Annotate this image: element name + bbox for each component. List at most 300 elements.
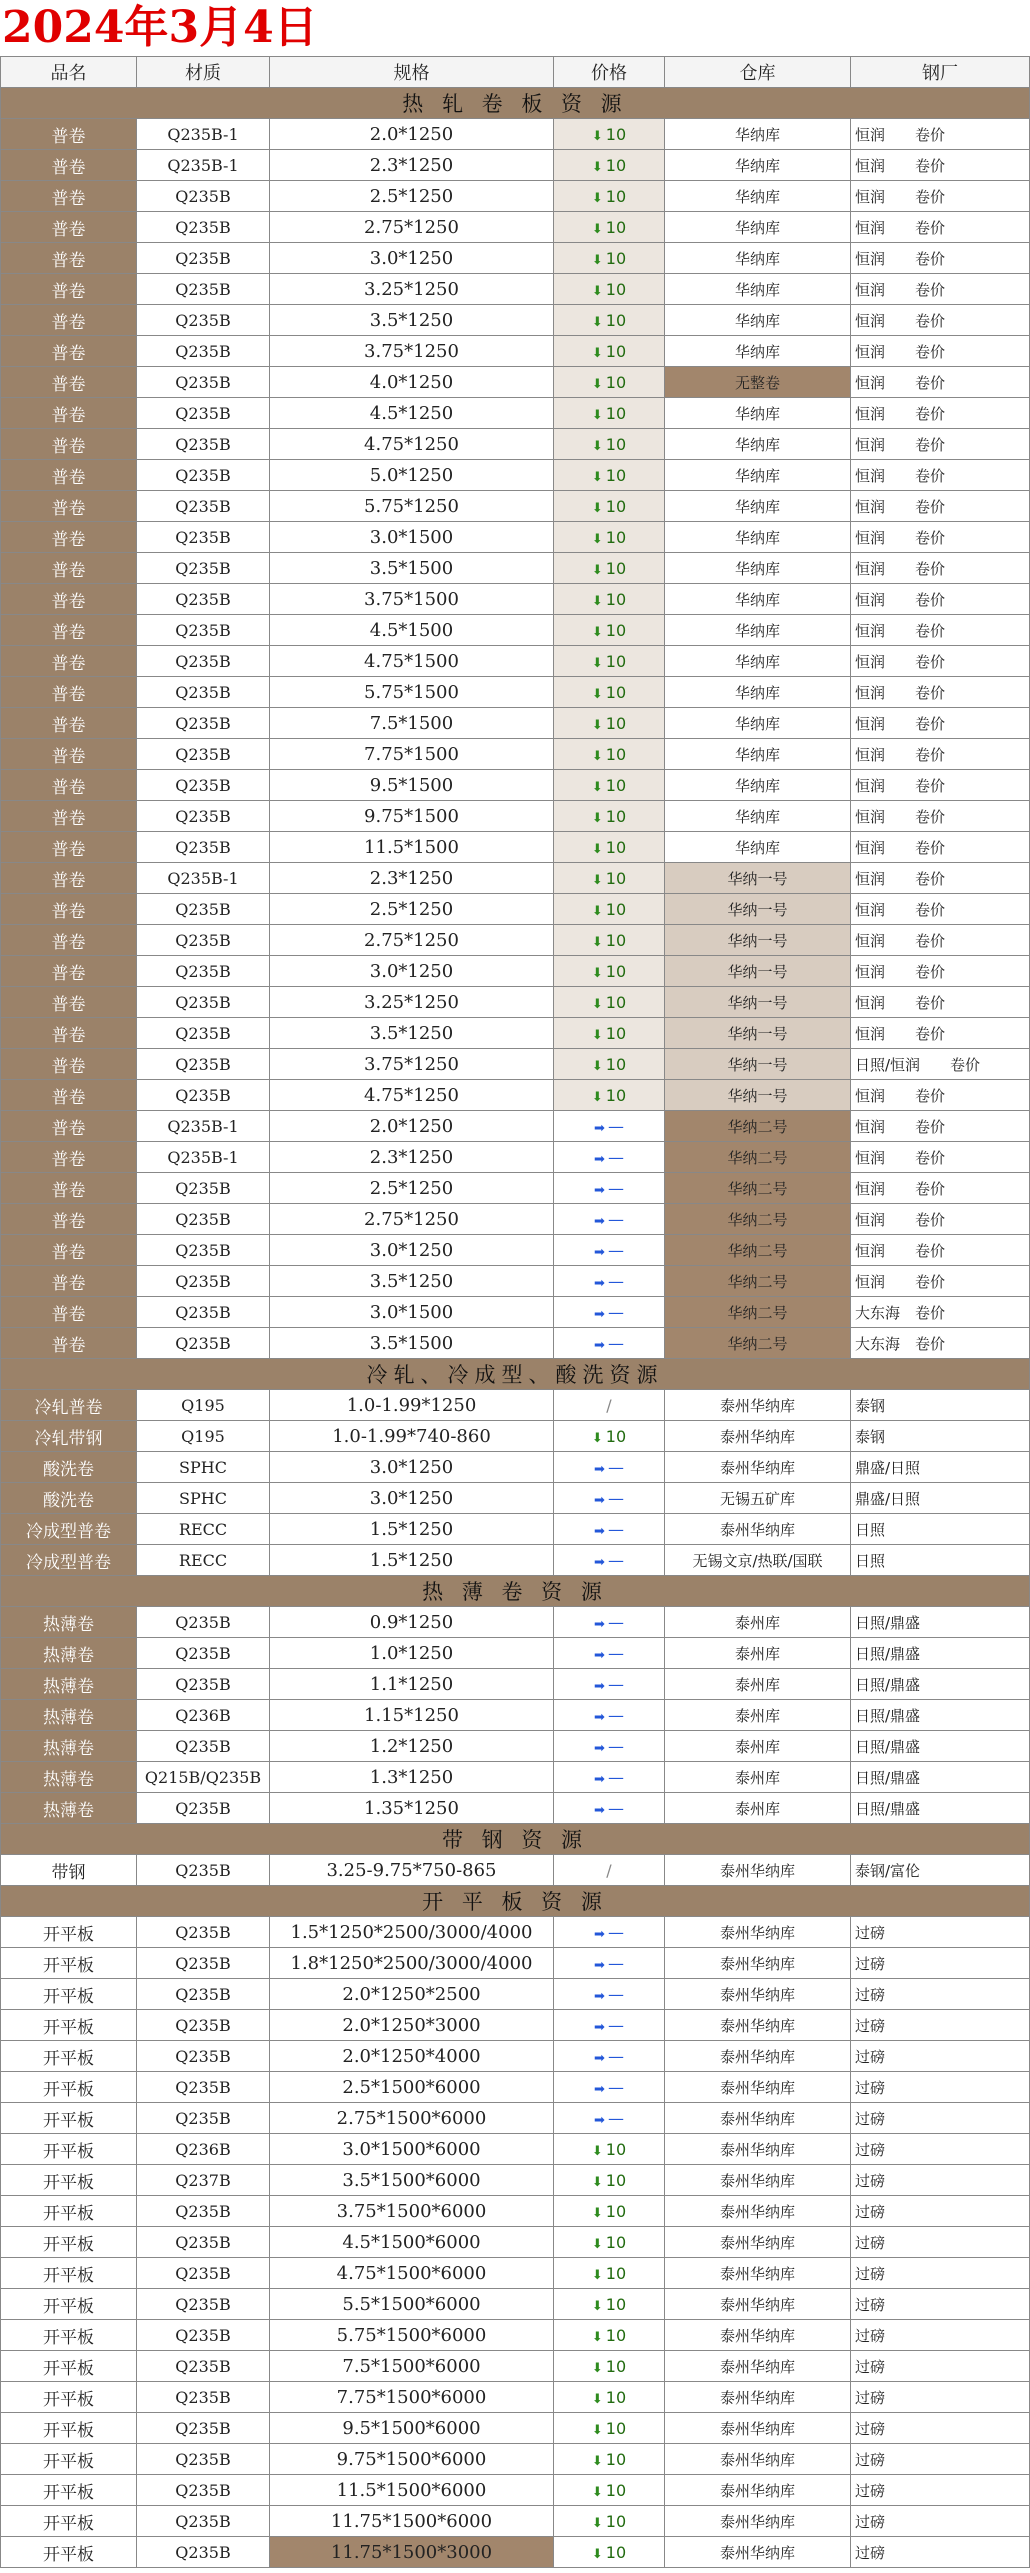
table-row <box>1 1638 1030 1669</box>
table-row <box>1 398 1030 429</box>
price-cell <box>554 739 665 770</box>
product-name-cell: 热薄卷 <box>1 1731 137 1762</box>
product-name-cell: 普卷 <box>1 1328 137 1359</box>
spec-cell: 5.75*1250 <box>270 491 554 522</box>
mill-cell: 日照/鼎盛 <box>851 1700 1030 1731</box>
table-row <box>1 212 1030 243</box>
price-value: 10 <box>605 248 627 268</box>
product-name-cell: 开平板 <box>1 1948 137 1979</box>
product-name-cell: 开平板 <box>1 2227 137 2258</box>
table-row <box>1 2165 1030 2196</box>
table-row <box>1 1917 1030 1948</box>
table-row <box>1 1855 1030 1886</box>
material-cell: Q235B <box>137 181 270 212</box>
product-name-cell: 普卷 <box>1 677 137 708</box>
arrow-down-icon: ⬇ <box>591 717 603 733</box>
price-cell <box>554 615 665 646</box>
product-name-cell: 开平板 <box>1 2351 137 2382</box>
table-row <box>1 2413 1030 2444</box>
warehouse-cell: 华纳库 <box>665 708 851 739</box>
material-cell: Q235B <box>137 2475 270 2506</box>
material-cell: Q235B <box>137 832 270 863</box>
warehouse-cell: 泰州华纳库 <box>665 2506 851 2537</box>
mill-cell: 过磅 <box>851 2227 1030 2258</box>
price-cell <box>554 1142 665 1173</box>
arrow-down-icon: ⬇ <box>591 2360 603 2376</box>
spec-cell: 3.0*1500 <box>270 1297 554 1328</box>
spec-cell: 3.5*1250 <box>270 305 554 336</box>
material-cell: Q235B <box>137 553 270 584</box>
warehouse-cell: 泰州华纳库 <box>665 2475 851 2506</box>
material-cell: Q215B/Q235B <box>137 1762 270 1793</box>
warehouse-cell: 泰州华纳库 <box>665 2072 851 2103</box>
price-cell <box>554 2258 665 2289</box>
table-row <box>1 832 1030 863</box>
mill-cell: 恒润 卷价 <box>851 119 1030 150</box>
spec-cell: 4.0*1250 <box>270 367 554 398</box>
mill-cell: 过磅 <box>851 1979 1030 2010</box>
table-row <box>1 646 1030 677</box>
arrow-down-icon: ⬇ <box>591 438 603 454</box>
price-cell <box>554 1049 665 1080</box>
material-cell: Q235B <box>137 491 270 522</box>
arrow-down-icon: ⬇ <box>591 903 603 919</box>
mill-cell: 泰钢 <box>851 1421 1030 1452</box>
spec-cell: 2.5*1500*6000 <box>270 2072 554 2103</box>
price-value: — <box>607 2015 624 2035</box>
product-name-cell: 开平板 <box>1 2196 137 2227</box>
price-value: — <box>607 1674 624 1694</box>
price-cell <box>554 2103 665 2134</box>
header-price: 价格 <box>554 57 665 88</box>
price-cell <box>554 956 665 987</box>
arrow-down-icon: ⬇ <box>591 593 603 609</box>
warehouse-cell: 华纳二号 <box>665 1173 851 1204</box>
price-value: 10 <box>605 2480 627 2500</box>
price-value: 10 <box>605 2170 627 2190</box>
product-name-cell: 普卷 <box>1 398 137 429</box>
mill-cell: 恒润 卷价 <box>851 1204 1030 1235</box>
product-name-cell: 热薄卷 <box>1 1762 137 1793</box>
warehouse-cell: 泰州库 <box>665 1793 851 1824</box>
mill-cell: 鼎盛/日照 <box>851 1452 1030 1483</box>
mill-cell: 恒润 卷价 <box>851 274 1030 305</box>
material-cell: Q235B <box>137 739 270 770</box>
product-name-cell: 冷成型普卷 <box>1 1514 137 1545</box>
product-name-cell: 普卷 <box>1 367 137 398</box>
material-cell: Q235B <box>137 1235 270 1266</box>
table-row <box>1 274 1030 305</box>
product-name-cell: 普卷 <box>1 646 137 677</box>
warehouse-cell: 华纳库 <box>665 832 851 863</box>
product-name-cell: 普卷 <box>1 1297 137 1328</box>
price-cell <box>554 1762 665 1793</box>
material-cell: Q236B <box>137 2134 270 2165</box>
product-name-cell: 开平板 <box>1 2103 137 2134</box>
price-cell <box>554 801 665 832</box>
material-cell: SPHC <box>137 1483 270 1514</box>
price-cell <box>554 894 665 925</box>
mill-cell: 大东海 卷价 <box>851 1328 1030 1359</box>
price-value: 10 <box>605 1426 627 1446</box>
material-cell: Q235B <box>137 987 270 1018</box>
mill-cell: 日照/鼎盛 <box>851 1793 1030 1824</box>
price-cell <box>554 1173 665 1204</box>
spec-cell: 1.5*1250 <box>270 1514 554 1545</box>
arrow-right-icon: ➡ <box>594 1523 605 1539</box>
table-row <box>1 2103 1030 2134</box>
material-cell: Q235B <box>137 894 270 925</box>
spec-cell: 11.5*1500 <box>270 832 554 863</box>
price-value: — <box>607 1240 624 1260</box>
material-cell: Q235B <box>137 460 270 491</box>
arrow-down-icon: ⬇ <box>591 748 603 764</box>
product-name-cell: 普卷 <box>1 1235 137 1266</box>
table-row <box>1 305 1030 336</box>
price-cell <box>554 1731 665 1762</box>
price-cell <box>554 2320 665 2351</box>
price-value: 10 <box>605 930 627 950</box>
spec-cell: 2.0*1250 <box>270 119 554 150</box>
warehouse-cell: 无锡文京/热联/国联 <box>665 1545 851 1576</box>
material-cell: Q235B <box>137 1173 270 1204</box>
material-cell: SPHC <box>137 1452 270 1483</box>
product-name-cell: 普卷 <box>1 243 137 274</box>
table-row <box>1 894 1030 925</box>
arrow-down-icon: ⬇ <box>591 1430 603 1446</box>
arrow-down-icon: ⬇ <box>591 624 603 640</box>
product-name-cell: 普卷 <box>1 1266 137 1297</box>
arrow-down-icon: ⬇ <box>591 2329 603 2345</box>
spec-cell: 1.3*1250 <box>270 1762 554 1793</box>
material-cell: Q235B <box>137 1638 270 1669</box>
mill-cell: 过磅 <box>851 2103 1030 2134</box>
table-row <box>1 1080 1030 1111</box>
warehouse-cell: 华纳一号 <box>665 863 851 894</box>
warehouse-cell: 华纳二号 <box>665 1328 851 1359</box>
product-name-cell: 普卷 <box>1 429 137 460</box>
product-name-cell: 普卷 <box>1 1049 137 1080</box>
material-cell: Q195 <box>137 1390 270 1421</box>
price-cell <box>554 863 665 894</box>
product-name-cell: 普卷 <box>1 491 137 522</box>
spec-cell: 1.5*1250*2500/3000/4000 <box>270 1917 554 1948</box>
price-cell <box>554 2010 665 2041</box>
price-cell <box>554 1669 665 1700</box>
spec-cell: 4.5*1250 <box>270 398 554 429</box>
warehouse-cell: 泰州华纳库 <box>665 1979 851 2010</box>
warehouse-cell: 泰州华纳库 <box>665 2382 851 2413</box>
mill-cell: 恒润 卷价 <box>851 429 1030 460</box>
mill-cell: 过磅 <box>851 2165 1030 2196</box>
material-cell: Q235B <box>137 1948 270 1979</box>
mill-cell: 恒润 卷价 <box>851 491 1030 522</box>
warehouse-cell: 泰州库 <box>665 1700 851 1731</box>
table-row <box>1 1049 1030 1080</box>
warehouse-cell: 华纳库 <box>665 243 851 274</box>
mill-cell: 恒润 卷价 <box>851 367 1030 398</box>
section-header-row <box>1 88 1030 119</box>
spec-cell: 2.3*1250 <box>270 150 554 181</box>
arrow-right-icon: ➡ <box>594 1213 605 1229</box>
material-cell: Q235B <box>137 398 270 429</box>
table-row <box>1 2227 1030 2258</box>
product-name-cell: 普卷 <box>1 925 137 956</box>
table-row <box>1 1266 1030 1297</box>
product-name-cell: 普卷 <box>1 305 137 336</box>
material-cell: Q235B <box>137 2351 270 2382</box>
product-name-cell: 开平板 <box>1 2537 137 2568</box>
page-title: 2024年3月4日 <box>2 2 318 53</box>
price-cell <box>554 1390 665 1421</box>
material-cell: Q235B <box>137 2196 270 2227</box>
price-cell <box>554 2041 665 2072</box>
arrow-down-icon: ⬇ <box>591 2453 603 2469</box>
warehouse-cell: 泰州华纳库 <box>665 2103 851 2134</box>
warehouse-cell: 泰州华纳库 <box>665 1855 851 1886</box>
product-name-cell: 带钢 <box>1 1855 137 1886</box>
spec-cell: 4.75*1250 <box>270 429 554 460</box>
warehouse-cell: 泰州华纳库 <box>665 1390 851 1421</box>
warehouse-cell: 华纳库 <box>665 739 851 770</box>
arrow-down-icon: ⬇ <box>591 407 603 423</box>
warehouse-cell: 华纳库 <box>665 584 851 615</box>
arrow-down-icon: ⬇ <box>591 159 603 175</box>
arrow-down-icon: ⬇ <box>591 934 603 950</box>
price-cell <box>554 367 665 398</box>
price-cell <box>554 336 665 367</box>
product-name-cell: 开平板 <box>1 2506 137 2537</box>
mill-cell: 过磅 <box>851 2351 1030 2382</box>
price-cell <box>554 2227 665 2258</box>
price-cell <box>554 522 665 553</box>
material-cell: Q235B <box>137 1297 270 1328</box>
mill-cell: 恒润 卷价 <box>851 336 1030 367</box>
price-value: 10 <box>605 124 627 144</box>
price-value: — <box>607 1271 624 1291</box>
product-name-cell: 热薄卷 <box>1 1607 137 1638</box>
warehouse-cell: 泰州华纳库 <box>665 2041 851 2072</box>
price-cell <box>554 646 665 677</box>
warehouse-cell: 泰州库 <box>665 1607 851 1638</box>
price-value: 10 <box>605 2294 627 2314</box>
material-cell: Q235B <box>137 336 270 367</box>
warehouse-cell: 泰州华纳库 <box>665 1421 851 1452</box>
material-cell: Q235B <box>137 1328 270 1359</box>
mill-cell: 恒润 卷价 <box>851 243 1030 274</box>
spec-cell: 3.0*1500*6000 <box>270 2134 554 2165</box>
spec-cell: 5.0*1250 <box>270 460 554 491</box>
material-cell: Q235B <box>137 1049 270 1080</box>
material-cell: Q235B <box>137 2537 270 2568</box>
mill-cell: 过磅 <box>851 1917 1030 1948</box>
spec-cell: 1.0-1.99*740-860 <box>270 1421 554 1452</box>
material-cell: Q235B-1 <box>137 150 270 181</box>
price-cell <box>554 1080 665 1111</box>
table-row <box>1 708 1030 739</box>
price-cell <box>554 429 665 460</box>
arrow-right-icon: ➡ <box>594 1554 605 1570</box>
mill-cell: 恒润 卷价 <box>851 398 1030 429</box>
price-value: — <box>607 1457 624 1477</box>
arrow-down-icon: ⬇ <box>591 190 603 206</box>
arrow-down-icon: ⬇ <box>591 128 603 144</box>
product-name-cell: 热薄卷 <box>1 1638 137 1669</box>
price-value: 10 <box>605 341 627 361</box>
price-cell <box>554 1328 665 1359</box>
price-cell <box>554 2537 665 2568</box>
product-name-cell: 冷轧普卷 <box>1 1390 137 1421</box>
material-cell: Q235B <box>137 1266 270 1297</box>
mill-cell: 日照 <box>851 1514 1030 1545</box>
product-name-cell: 普卷 <box>1 553 137 584</box>
table-row <box>1 2320 1030 2351</box>
warehouse-cell: 泰州华纳库 <box>665 1514 851 1545</box>
product-name-cell: 普卷 <box>1 615 137 646</box>
spec-cell: 4.75*1250 <box>270 1080 554 1111</box>
material-cell: Q235B <box>137 1669 270 1700</box>
price-value: 10 <box>605 2263 627 2283</box>
product-name-cell: 开平板 <box>1 2041 137 2072</box>
material-cell: Q237B <box>137 2165 270 2196</box>
arrow-right-icon: ➡ <box>594 2081 605 2097</box>
product-name-cell: 普卷 <box>1 1173 137 1204</box>
table-row <box>1 460 1030 491</box>
section-title: 开 平 板 资 源 <box>1 1886 1030 1917</box>
spec-cell: 7.75*1500 <box>270 739 554 770</box>
arrow-down-icon: ⬇ <box>591 2174 603 2190</box>
mill-cell: 恒润 卷价 <box>851 553 1030 584</box>
table-row <box>1 553 1030 584</box>
table-row <box>1 1173 1030 1204</box>
warehouse-cell: 华纳库 <box>665 460 851 491</box>
mill-cell: 恒润 卷价 <box>851 1111 1030 1142</box>
warehouse-cell: 泰州华纳库 <box>665 2444 851 2475</box>
warehouse-cell: 华纳一号 <box>665 987 851 1018</box>
warehouse-cell: 泰州库 <box>665 1762 851 1793</box>
price-cell <box>554 2196 665 2227</box>
mill-cell: 恒润 卷价 <box>851 1266 1030 1297</box>
material-cell: Q235B <box>137 1979 270 2010</box>
price-value: 10 <box>605 713 627 733</box>
warehouse-cell: 华纳库 <box>665 305 851 336</box>
arrow-down-icon: ⬇ <box>591 469 603 485</box>
spec-cell: 2.5*1250 <box>270 181 554 212</box>
table-row <box>1 1700 1030 1731</box>
product-name-cell: 开平板 <box>1 2258 137 2289</box>
table-row <box>1 2010 1030 2041</box>
price-table-body <box>1 57 1030 2568</box>
mill-cell: 过磅 <box>851 2134 1030 2165</box>
spec-cell: 3.75*1250 <box>270 1049 554 1080</box>
arrow-right-icon: ➡ <box>594 1492 605 1508</box>
arrow-down-icon: ⬇ <box>591 2298 603 2314</box>
mill-cell: 过磅 <box>851 2475 1030 2506</box>
price-value: — <box>607 2077 624 2097</box>
material-cell: Q235B <box>137 1018 270 1049</box>
warehouse-cell: 华纳库 <box>665 181 851 212</box>
product-name-cell: 普卷 <box>1 832 137 863</box>
mill-cell: 过磅 <box>851 2072 1030 2103</box>
spec-cell: 1.2*1250 <box>270 1731 554 1762</box>
price-value: / <box>606 1860 612 1880</box>
material-cell: Q195 <box>137 1421 270 1452</box>
arrow-down-icon: ⬇ <box>591 2205 603 2221</box>
price-cell <box>554 1297 665 1328</box>
mill-cell: 恒润 卷价 <box>851 305 1030 336</box>
price-value: 10 <box>605 2356 627 2376</box>
material-cell: Q235B <box>137 770 270 801</box>
price-cell <box>554 553 665 584</box>
arrow-down-icon: ⬇ <box>591 2267 603 2283</box>
table-row <box>1 150 1030 181</box>
spec-cell: 1.0-1.99*1250 <box>270 1390 554 1421</box>
spec-cell: 3.75*1500*6000 <box>270 2196 554 2227</box>
arrow-down-icon: ⬇ <box>591 655 603 671</box>
warehouse-cell: 华纳二号 <box>665 1204 851 1235</box>
table-row <box>1 925 1030 956</box>
material-cell: Q235B <box>137 243 270 274</box>
arrow-right-icon: ➡ <box>594 1306 605 1322</box>
price-value: 10 <box>605 899 627 919</box>
table-row <box>1 1731 1030 1762</box>
mill-cell: 过磅 <box>851 1948 1030 1979</box>
arrow-down-icon: ⬇ <box>591 779 603 795</box>
price-cell <box>554 987 665 1018</box>
price-value: 10 <box>605 620 627 640</box>
mill-cell: 过磅 <box>851 2413 1030 2444</box>
mill-cell: 恒润 卷价 <box>851 584 1030 615</box>
material-cell: Q235B <box>137 2444 270 2475</box>
price-cell <box>554 1514 665 1545</box>
spec-cell: 0.9*1250 <box>270 1607 554 1638</box>
table-row <box>1 801 1030 832</box>
price-value: / <box>606 1395 612 1415</box>
table-row <box>1 1235 1030 1266</box>
spec-cell: 3.0*1500 <box>270 522 554 553</box>
arrow-right-icon: ➡ <box>594 2019 605 2035</box>
product-name-cell: 普卷 <box>1 522 137 553</box>
warehouse-cell: 华纳库 <box>665 770 851 801</box>
arrow-right-icon: ➡ <box>594 1957 605 1973</box>
product-name-cell: 普卷 <box>1 150 137 181</box>
material-cell: Q235B <box>137 2041 270 2072</box>
warehouse-cell: 华纳二号 <box>665 1142 851 1173</box>
header-material: 材质 <box>137 57 270 88</box>
table-row <box>1 956 1030 987</box>
header-product: 品名 <box>1 57 137 88</box>
mill-cell: 恒润 卷价 <box>851 894 1030 925</box>
warehouse-cell: 泰州华纳库 <box>665 1452 851 1483</box>
arrow-right-icon: ➡ <box>594 1771 605 1787</box>
mill-cell: 过磅 <box>851 2196 1030 2227</box>
price-value: 10 <box>605 1054 627 1074</box>
material-cell: Q235B <box>137 274 270 305</box>
price-cell <box>554 1948 665 1979</box>
price-value: 10 <box>605 2139 627 2159</box>
section-header-row <box>1 1359 1030 1390</box>
section-header-row <box>1 1886 1030 1917</box>
table-row <box>1 1948 1030 1979</box>
warehouse-cell: 华纳库 <box>665 615 851 646</box>
price-value: — <box>607 1953 624 1973</box>
arrow-down-icon: ⬇ <box>591 1058 603 1074</box>
mill-cell: 过磅 <box>851 2258 1030 2289</box>
material-cell: Q235B <box>137 1855 270 1886</box>
warehouse-cell: 华纳库 <box>665 646 851 677</box>
spec-cell: 1.5*1250 <box>270 1545 554 1576</box>
mill-cell: 恒润 卷价 <box>851 212 1030 243</box>
